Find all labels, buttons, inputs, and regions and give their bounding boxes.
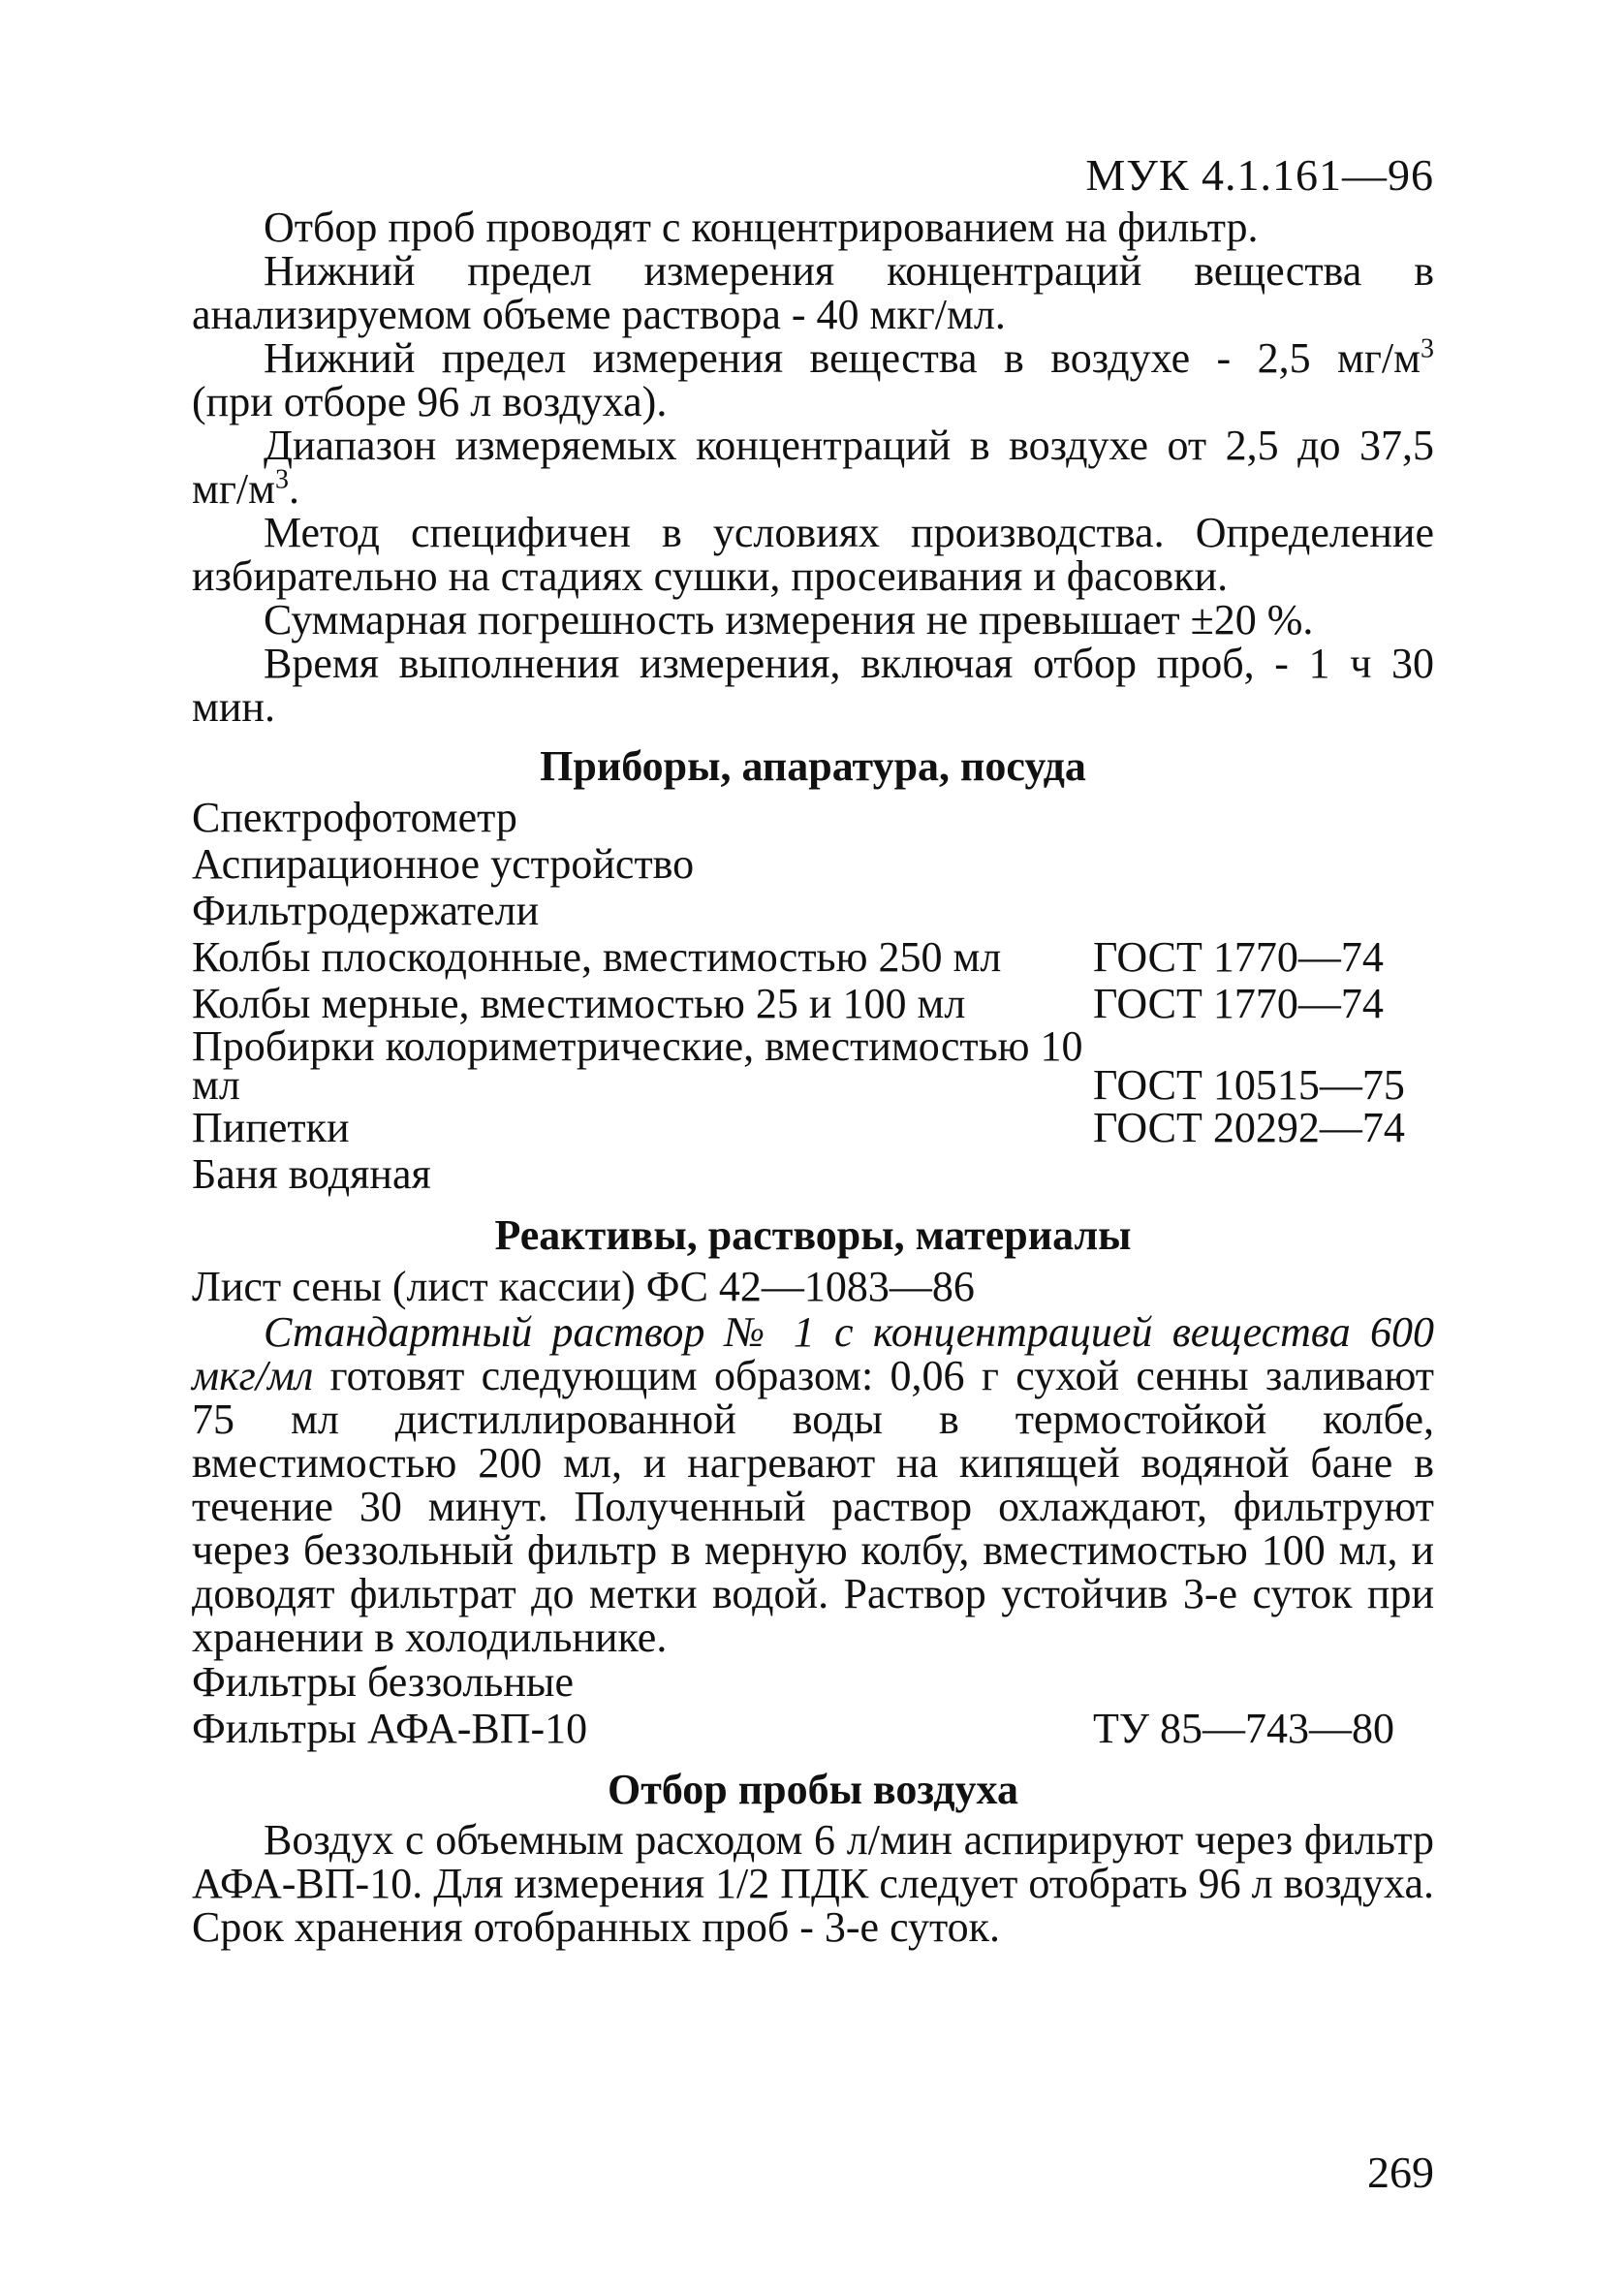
document-page — [192, 145, 1434, 1949]
equipment-item: Пробирки колориметрические, вместимостью 10 мл ГОСТ 10515—75 — [192, 1022, 1405, 1109]
reagent-item: Фильтры АФА-ВП-10 ТУ 85—743—80 — [192, 1705, 1395, 1752]
sampling-paragraph: Воздух с объемным расходом 6 л/мин аспирируют через фильтр АФА-ВП-10. Для измерения 1/2 ПДК следует отобрать 96 л воздуха. Срок хранения отобранных проб - 3-е суток. — [192, 1816, 1434, 1951]
equipment-item: Аспирационное устройство — [192, 840, 695, 888]
cubic-superscript: 3 — [1421, 333, 1434, 364]
standard-solution-paragraph — [192, 1310, 1434, 1659]
intro-paragraph-2: Нижний предел измерения концентраций вещества в анализируемом объеме раствора - 40 мкг/мл. — [192, 247, 1434, 338]
document-code: МУК 4.1.161—96 — [1085, 150, 1434, 200]
equipment-item: Фильтродержатели — [192, 887, 540, 934]
cubic-superscript-2: 3 — [274, 464, 289, 495]
intro-paragraph-1: Отбор проб проводят с концентрированием на фильтр. — [264, 204, 1259, 251]
intro-paragraph-6: Суммарная погрешность измерения не превышает ±20 %. — [264, 596, 1314, 643]
intro-paragraph-3b: (при отборе 96 л воздуха). — [192, 378, 668, 425]
equipment-item: Пипетки ГОСТ 20292—74 — [192, 1104, 1405, 1151]
reagent-item: Фильтры беззольные — [192, 1658, 574, 1706]
reagent-senna-leaf: Лист сены (лист кассии) ФС 42—1083—86 — [192, 1263, 975, 1310]
intro-paragraph-3 — [192, 333, 1434, 382]
range-text: Диапазон измеряемых концентраций в воздухе от 2,5 до 37,5 мг/м — [192, 422, 1434, 513]
equipment-item: Колбы плоскодонные, вместимостью 250 мл ГОСТ 1770—74 — [192, 933, 1384, 981]
range-period: . — [288, 465, 299, 513]
equipment-item: Баня водяная — [192, 1150, 431, 1198]
equipment-list — [192, 795, 1434, 1198]
page-number: 269 — [1367, 2148, 1434, 2197]
lower-limit-air-text: Нижний предел измерения вещества в воздухе - 2,5 мг/м — [264, 334, 1421, 382]
standard-solution-title: Стандартный раствор № 1 с концентрацией вещества 600 мкг/мл — [192, 1308, 1434, 1399]
sampling-heading: Отбор пробы воздуха — [608, 1766, 1018, 1813]
equipment-heading: Приборы, апаратура, посуда — [540, 742, 1086, 790]
intro-paragraph-5: Метод специфичен в условиях производства. Определение избирательно на стадиях сушки, просеивания и фасовки. — [192, 509, 1434, 600]
intro-paragraph-4 — [192, 423, 1434, 511]
equipment-item: Спектрофотометр — [192, 794, 517, 841]
standard-solution-text: готовят следующим образом: 0,06 г сухой сенны заливают 75 мл дистиллированной воды в термостойкой колбе, вместимостью 200 мл, и нагревают на кипящей водяной бане в течение 30 минут. Полученный раствор охлаждают, фильтруют через беззольный фильтр в мерную колбу, вместимостью 100 мл, и доводят фильтрат до метки водой. Раствор устойчив 3-е суток при хранении в холодильнике. — [192, 1352, 1434, 1661]
intro-paragraph-7: Время выполнения измерения, включая отбор проб, - 1 ч 30 мин. — [192, 640, 1434, 731]
reagents-heading: Реактивы, растворы, материалы — [494, 1211, 1132, 1259]
equipment-item: Колбы мерные, вместимостью 25 и 100 мл ГОСТ 1770—74 — [192, 980, 1384, 1027]
